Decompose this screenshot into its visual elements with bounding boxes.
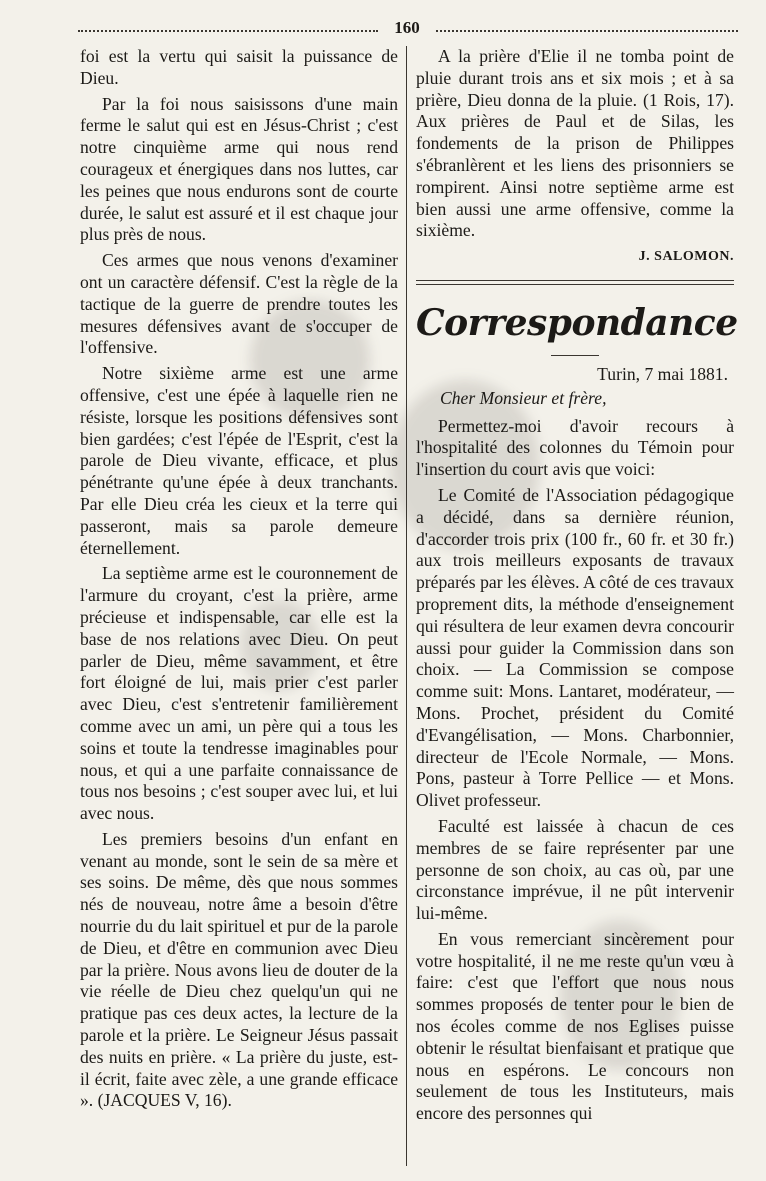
page-number: 160 bbox=[394, 18, 420, 37]
section-divider bbox=[416, 280, 734, 285]
title-underline bbox=[551, 355, 599, 356]
left-paragraph-4: Notre sixième arme est une arme offensive, c'est une épée à laquelle rien ne résiste, lorsque les positions défensives sont bien gardées; c'est l'épée de l'Esprit, c'est la parole de Dieu vivante, efficace, et plus pénétrante qu'une épée à deux tranchants. Par elle Dieu créa les cieux et la terre qui passeront, mais sa parole demeure éternellement. bbox=[80, 363, 398, 558]
column-divider bbox=[406, 46, 407, 1166]
left-paragraph-5: La septième arme est le couronnement de l'armure du croyant, c'est la prière, arme précieuse et indispensable, car elle est la base de nos relations avec Dieu. On peut parler de Dieu, même savamment, et être fort éloigné de lui, mais prier c'est parler avec Dieu, c'est s'entretenir familièrement comme avec un ami, un père qui a tous les soins et toute la tendresse imaginables pour nous, et qui a une parfaite connaissance de tous nos besoins ; c'est souper avec lui, et lui avec nous. bbox=[80, 563, 398, 824]
header-rule-right bbox=[436, 30, 738, 32]
left-paragraph-6: Les premiers besoins d'un enfant en venant au monde, sont le sein de sa mère et ses soins. De même, dès que nous sommes nés de nouveau, notre âme a besoin d'être nourrie du du lait spirituel et pur de la parole de Dieu, et d'être en communion avec Dieu par la prière. Nous avons lieu de douter de la vie réelle de Dieu chez quelqu'un qui ne pratique pas ces deux actes, la lecture de la parole et la prière. Le Seigneur Jésus passait des nuits en prière. « La prière du juste, est-il écrit, faite avec zèle, a une grande efficace ». (JACQUES V, 16). bbox=[80, 828, 398, 1111]
left-paragraph-1: foi est la vertu qui saisit la puissance de Dieu. bbox=[80, 46, 398, 88]
dateline: Turin, 7 mai 1881. bbox=[597, 363, 728, 384]
right-paragraph-1: Permettez-moi d'avoir recours à l'hospitalité des colonnes du Témoin pour l'insertion du court avis que voici: bbox=[416, 415, 734, 480]
right-paragraph-2: Le Comité de l'Association pédagogique a décidé, dans sa dernière réunion, d'accorder trois prix (100 fr., 60 fr. et 30 fr.) aux trois meilleurs exposants de travaux préparés par les élèves. A côté de ces travaux proprement dits, la méthode d'enseignement qui résultera de leur examen devra concourir aussi pour guider la Commission dans son choix. — La Commission se compose comme suit: Mons. Lantaret, modérateur, — Mons. Prochet, président du Comité d'Evangélisation, — Mons. Charbonnier, directeur de l'Ecole Normale, — Mons. Pons, pasteur à Torre Pellice — et Mons. Olivet professeur. bbox=[416, 484, 734, 811]
right-continued-paragraph: A la prière d'Elie il ne tomba point de pluie durant trois ans et six mois ; et à sa prière, Dieu donna de la pluie. (1 Rois, 17). Aux prières de Paul et de Silas, les fondements de la prison de Philippes s'ébranlèrent et les liens des prisonniers se rompirent. Ainsi notre septième arme est bien aussi une arme offensive, comme la sixième. bbox=[416, 46, 734, 241]
salutation: Cher Monsieur et frère, bbox=[440, 387, 607, 408]
right-column bbox=[416, 46, 738, 1129]
right-paragraph-4: En vous remerciant sincèrement pour votre hospitalité, il ne me reste qu'un vœu à faire: c'est que l'effort que nous nous sommes proposés de tenter pour le bien de nos écoles comme de nos Eglises puisse obtenir le résultat bienfaisant et pratique que nous en espérons. Le concours non seulement de tous les Instituteurs, mais encore des personnes qui bbox=[416, 928, 734, 1124]
left-column bbox=[80, 46, 398, 1116]
header-rule-left bbox=[78, 30, 378, 32]
page-header bbox=[78, 18, 738, 40]
section-title: Correspondance bbox=[416, 301, 738, 344]
left-paragraph-2: Par la foi nous saisissons d'une main ferme le salut qui est en Jésus-Christ ; c'est notre cinquième arme qui nous rend courageux et énergiques dans nos luttes, car les peines que nous endurons sont de courte durée, le salut est assuré et il est chaque jour plus près de nous. bbox=[80, 93, 398, 245]
right-paragraph-3: Faculté est laissée à chacun de ces membres de se faire représenter par une personne de son choix, au cas où, par une circonstance imprévue, il ne pût intervenir lui-même. bbox=[416, 815, 734, 924]
signature: J. SALOMON. bbox=[638, 249, 734, 265]
left-paragraph-3: Ces armes que nous venons d'examiner ont un caractère défensif. C'est la règle de la tactique de la guerre de prendre toutes les mesures défensives avant de s'occuper de l'offensive. bbox=[80, 250, 398, 358]
